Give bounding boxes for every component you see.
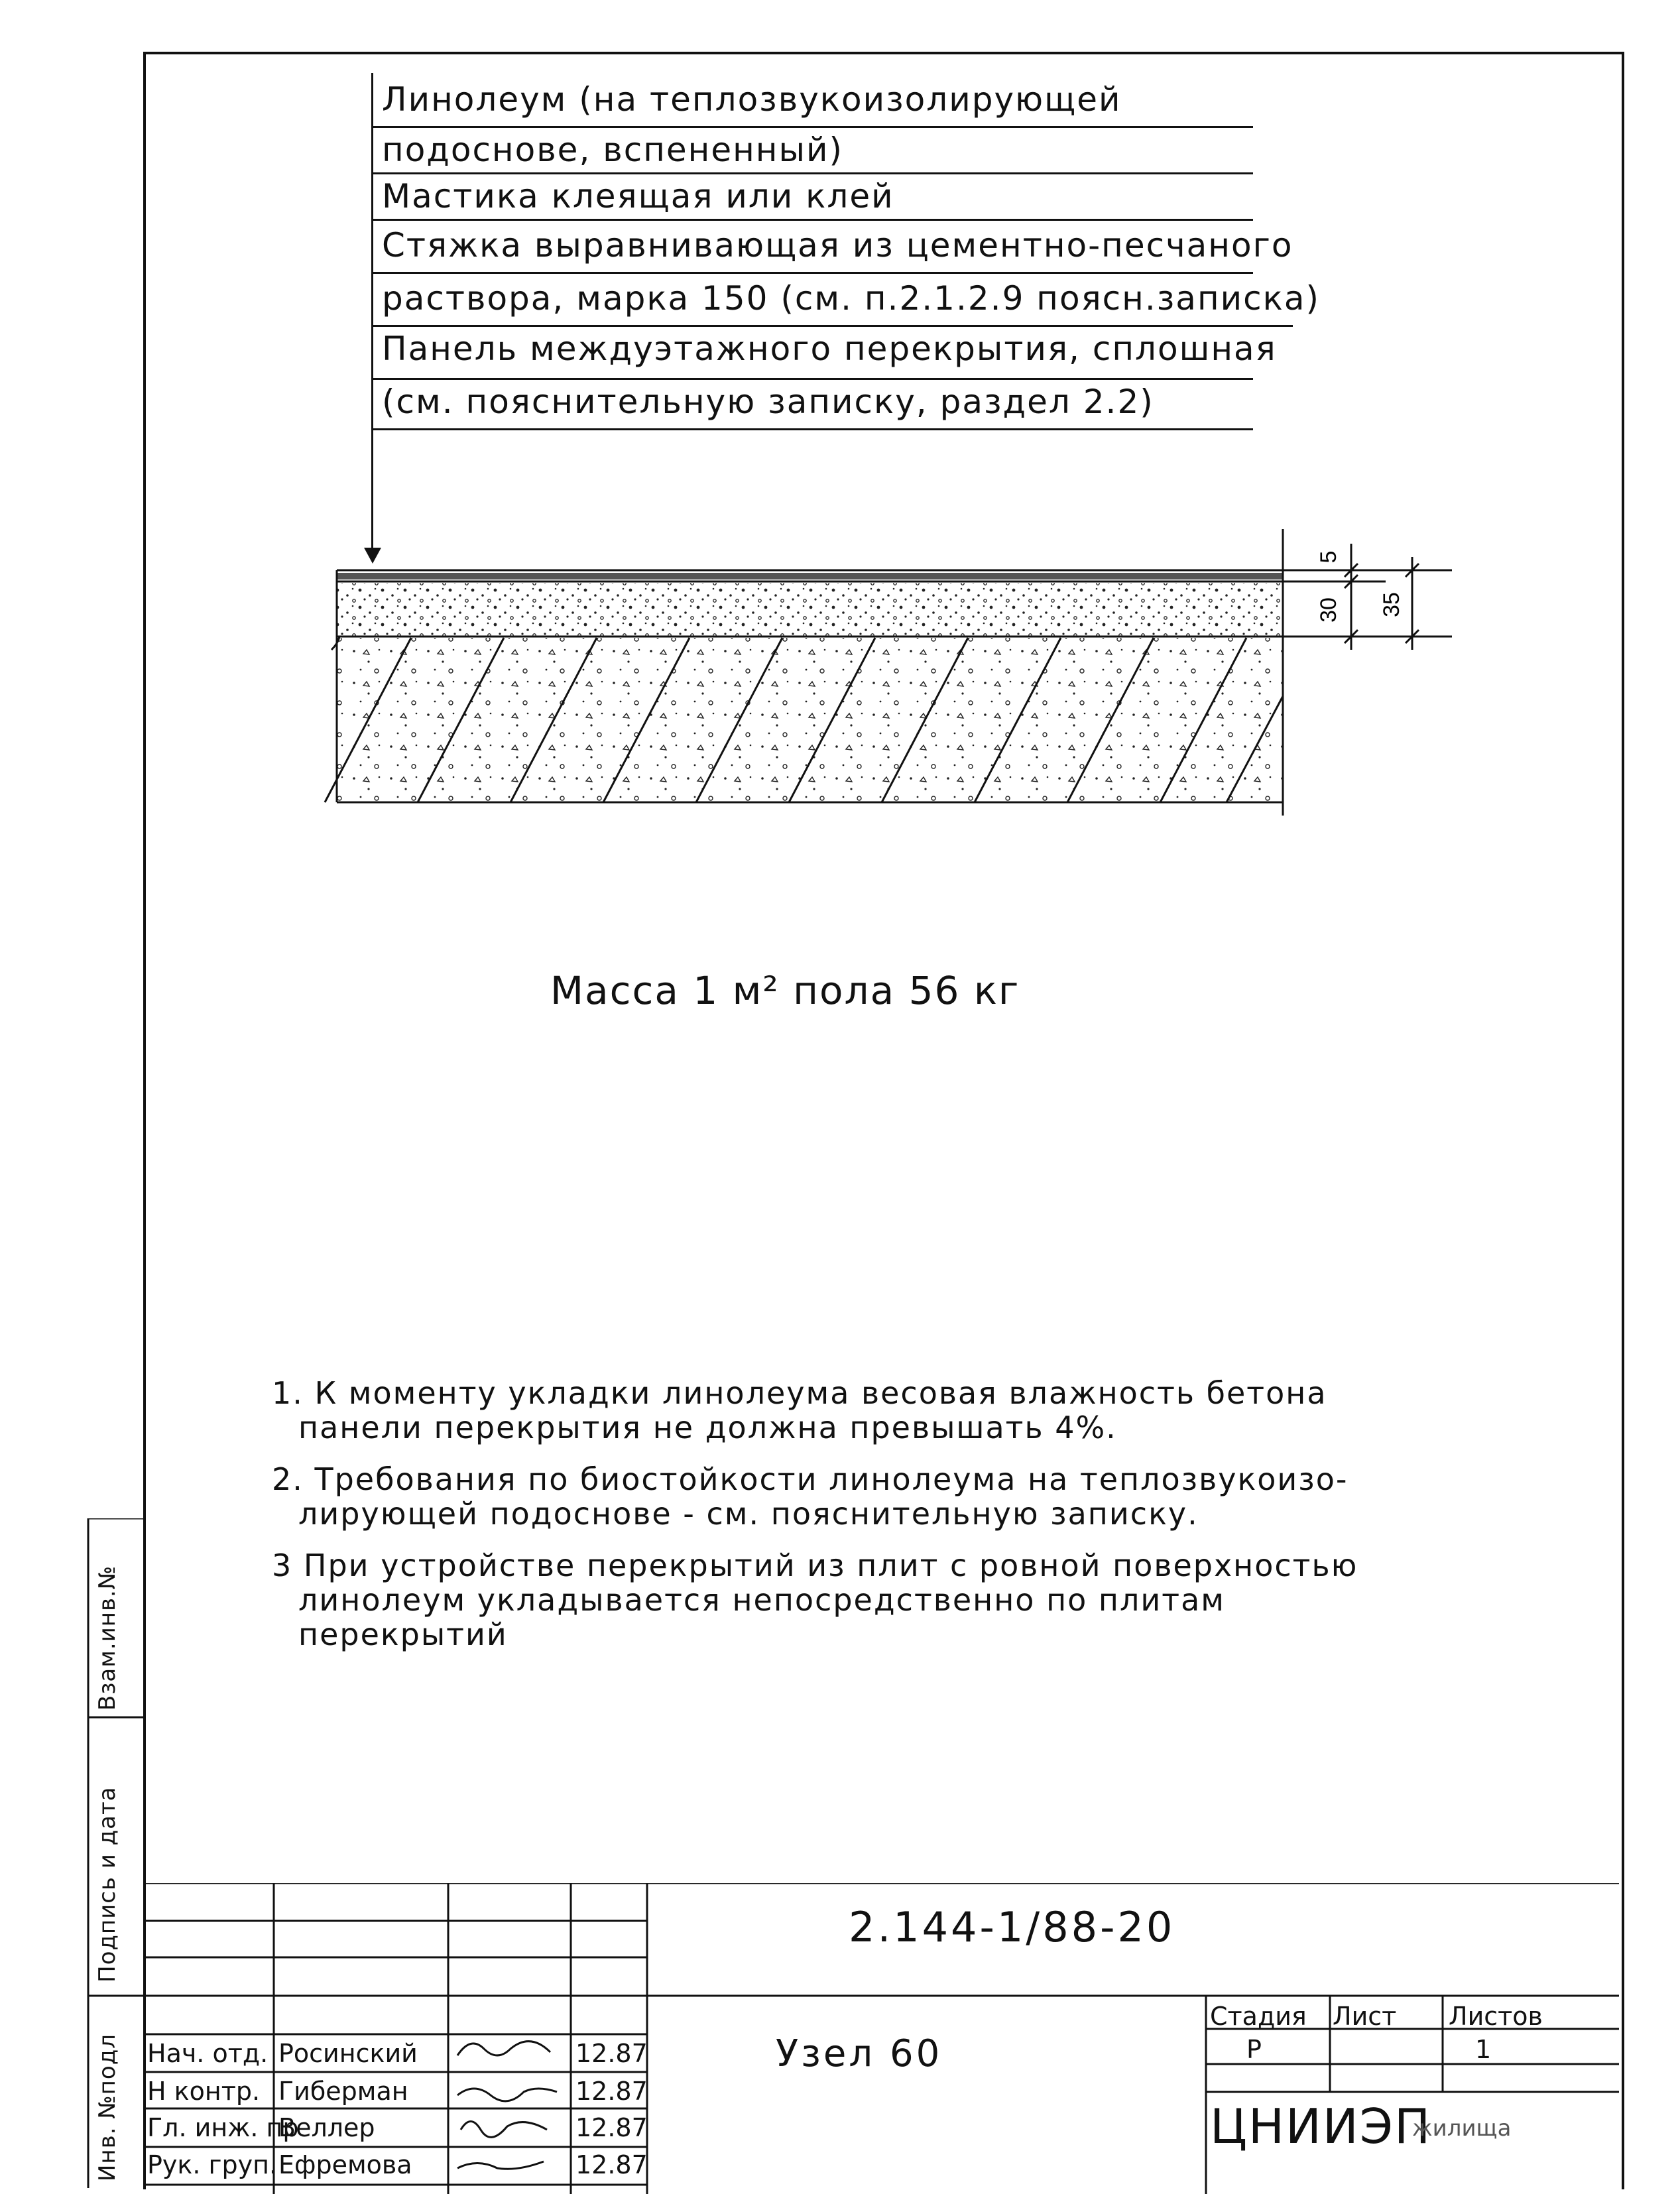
stamp-date-3: 12.87	[575, 2113, 648, 2142]
floor-section-drawing	[312, 517, 1452, 835]
sheet-header: Лист	[1333, 2002, 1397, 2031]
sheets-header: Листов	[1449, 2002, 1543, 2031]
stamp-date-4: 12.87	[575, 2150, 648, 2179]
dimension-30: 30	[1316, 597, 1341, 623]
stamp-role-3: Гл. инж. пр	[147, 2113, 299, 2142]
layer-text-4: Стяжка выравнивающая из цементно-песчаного	[382, 226, 1293, 265]
layer-text-1: Линолеум (на теплозвукоизолирующей	[382, 80, 1122, 119]
layer-underline-2	[371, 172, 1253, 174]
organization-logo: ЦНИИЭП	[1210, 2099, 1432, 2154]
layer-text-5: раствора, марка 150 (см. п.2.1.2.9 поясн.записка)	[382, 279, 1320, 318]
side-label-inv-podl: Инв. №подл	[94, 2034, 121, 2181]
layer-underline-1	[371, 126, 1253, 128]
stamp-date-2: 12.87	[575, 2077, 648, 2106]
linoleum-layer	[337, 570, 1283, 581]
note-2-line-1: 2. Требования по биостойкости линолеума на теплозвукоизо-	[272, 1461, 1349, 1497]
slab-layer	[325, 638, 1283, 802]
stamp-name-4: Ефремова	[278, 2150, 412, 2179]
organization-sub: жилища	[1412, 2115, 1512, 2142]
stamp-role-4: Рук. груп.	[147, 2150, 278, 2179]
note-1-line-1: 1. К моменту укладки линолеума весовая влажность бетона	[272, 1375, 1327, 1411]
stamp-role-2: Н контр.	[147, 2077, 261, 2106]
layer-underline-6	[371, 378, 1253, 380]
layer-underline-4	[371, 272, 1253, 274]
dimension-35: 35	[1379, 592, 1404, 617]
signatures	[451, 2029, 570, 2188]
stage-header: Стадия	[1210, 2002, 1307, 2031]
screed-layer	[337, 583, 1283, 637]
layer-text-6: Панель междуэтажного перекрытия, сплошная	[382, 330, 1277, 368]
stamp-role-1: Нач. отд.	[147, 2039, 269, 2068]
note-3-line-2: линолеум укладывается непосредственно по плитам	[298, 1582, 1225, 1618]
document-code: 2.144-1/88-20	[849, 1903, 1175, 1951]
stamp-name-2: Гиберман	[278, 2077, 408, 2106]
side-label-podpis: Подпись и дата	[94, 1786, 121, 1982]
dimension-5: 5	[1316, 550, 1341, 564]
dimension-lines	[1283, 544, 1452, 650]
layer-text-7: (см. пояснительную записку, раздел 2.2)	[382, 383, 1154, 421]
stamp-name-3: Веллер	[278, 2113, 375, 2142]
layer-underline-7	[371, 428, 1253, 430]
mass-text: Масса 1 м² пола 56 кг	[550, 968, 1020, 1013]
stage-value: Р	[1246, 2035, 1262, 2064]
callout-leader	[371, 73, 373, 557]
layer-underline-3	[371, 219, 1253, 221]
layer-text-3: Мастика клеящая или клей	[382, 177, 894, 215]
stamp-name-1: Росинский	[278, 2039, 418, 2068]
side-label-vzam: Взам.инв.№	[94, 1565, 121, 1711]
layer-text-2: подоснове, вспененный)	[382, 131, 843, 169]
sheets-value: 1	[1475, 2035, 1492, 2064]
layer-underline-5	[371, 325, 1293, 327]
note-1-line-2: панели перекрытия не должна превышать 4%.	[298, 1410, 1117, 1445]
drawing-title: Узел 60	[776, 2032, 943, 2075]
note-2-line-2: лирующей подоснове - см. пояснительную записку.	[298, 1496, 1199, 1532]
note-3-line-3: перекрытий	[298, 1616, 508, 1652]
stamp-date-1: 12.87	[575, 2039, 648, 2068]
drawing-frame	[143, 52, 1624, 2189]
note-3-line-1: 3 При устройстве перекрытий из плит с ровной поверхностью	[272, 1548, 1358, 1583]
